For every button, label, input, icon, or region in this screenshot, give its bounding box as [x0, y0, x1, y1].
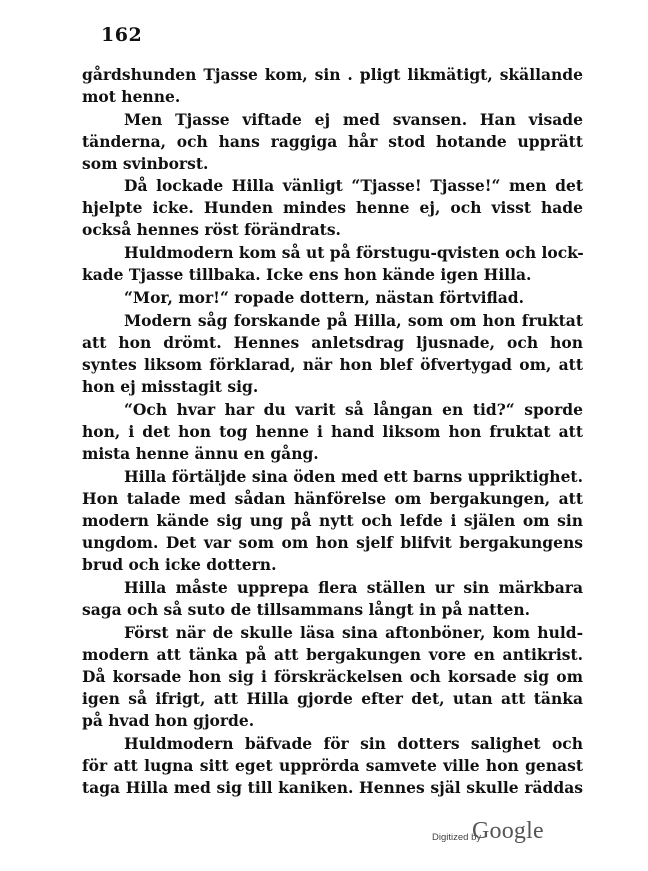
text-line: för att lugna sitt eget upprörda samvete ville hon genast	[82, 756, 583, 775]
text-line: modern att tänka på att bergakungen vore en antikrist.	[82, 645, 583, 664]
text-line: som svinborst.	[82, 154, 209, 173]
text-line: också hennes röst förändrats.	[82, 220, 341, 239]
text-line: hon ej misstagit sig.	[82, 377, 259, 396]
text-line: taga Hilla med sig till kaniken. Hennes själ skulle räddas	[82, 778, 583, 797]
text-line: igen så ifrigt, att Hilla gjorde efter det, utan att tänka	[82, 689, 583, 708]
watermark-prefix: Digitized by	[432, 832, 482, 843]
text-line: kade Tjasse tillbaka. Icke ens hon kände igen Hilla.	[82, 265, 532, 284]
text-line: Men Tjasse viftade ej med svansen. Han visade	[124, 110, 583, 129]
text-line: ungdom. Det var som om hon sjelf blifvit bergakungens	[82, 533, 583, 552]
text-line: Då lockade Hilla vänligt “Tjasse! Tjasse!“ men det	[124, 176, 583, 195]
text-line: hon, i det hon tog henne i hand liksom hon fruktat att	[82, 422, 583, 441]
text-line: Huldmodern kom så ut på förstugu-qvisten och lock-	[124, 243, 584, 262]
text-line: mista henne ännu en gång.	[82, 444, 319, 463]
text-line: modern kände sig ung på nytt och lefde i själen om sin	[82, 511, 583, 530]
text-line: Modern såg forskande på Hilla, som om hon fruktat	[124, 311, 583, 330]
text-line: syntes liksom förklarad, när hon blef öfvertygad om, att	[82, 355, 583, 374]
text-line: Då korsade hon sig i förskräckelsen och korsade sig om	[82, 667, 583, 686]
text-line: att hon drömt. Hennes anletsdrag ljusnade, och hon	[82, 333, 583, 352]
text-line: Huldmodern bäfvade för sin dotters salighet och	[124, 734, 583, 753]
text-line: Hilla måste upprepa flera ställen ur sin märkbara	[124, 578, 583, 597]
text-line: på hvad hon gjorde.	[82, 711, 255, 730]
text-line: tänderna, och hans raggiga hår stod hotande upprätt	[82, 132, 583, 151]
text-line: “Mor, mor!“ ropade dottern, nästan förtviflad.	[124, 288, 525, 307]
text-line: Hon talade med sådan hänförelse om bergakungen, att	[82, 489, 583, 508]
text-line: saga och så suto de tillsammans långt in på natten.	[82, 600, 531, 619]
text-line: “Och hvar har du varit så långan en tid?“ sporde	[124, 400, 583, 419]
page-number: 162	[101, 24, 143, 46]
google-logo: Google	[472, 818, 544, 844]
text-line: Först när de skulle läsa sina aftonböner, kom huld-	[124, 623, 583, 642]
text-line: Hilla förtäljde sina öden med ett barns uppriktighet.	[124, 467, 583, 486]
text-line: mot henne.	[82, 87, 181, 106]
text-line: brud och icke dottern.	[82, 555, 277, 574]
digitized-watermark	[432, 818, 547, 848]
text-line: gårdshunden Tjasse kom, sin . pligt likmätigt, skällande	[82, 65, 583, 84]
text-line: hjelpte icke. Hunden mindes henne ej, och visst hade	[82, 198, 583, 217]
